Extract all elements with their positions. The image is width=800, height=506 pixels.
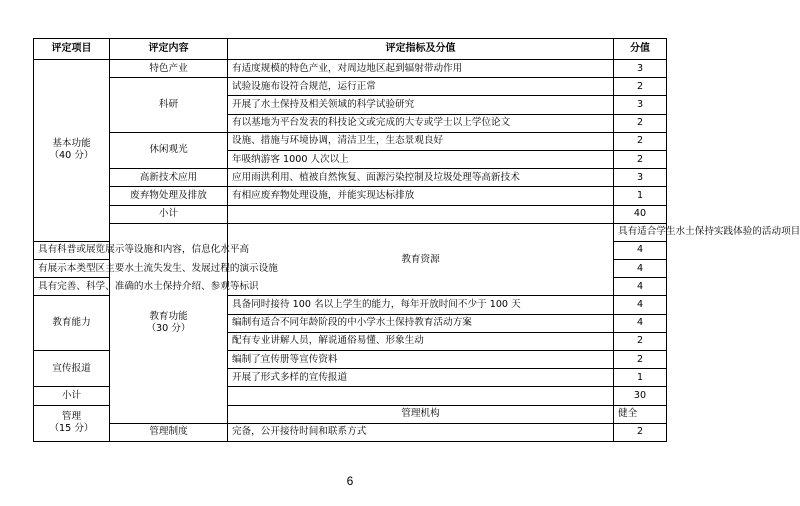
header-row — [34, 39, 667, 60]
score-cell: 3 — [614, 60, 667, 78]
header-indicator: 评定指标及分值 — [228, 39, 614, 60]
content-cell: 宣传报道 — [34, 351, 110, 387]
score-cell: 2 — [614, 332, 667, 350]
indicator-cell: 有适度规模的特色产业，对周边地区起到辐射带动作用 — [228, 60, 614, 78]
content-cell: 科研 — [110, 78, 228, 133]
subtotal-score: 40 — [614, 205, 667, 223]
evaluation-table — [33, 38, 800, 442]
project-cell-management — [34, 405, 110, 441]
score-cell: 4 — [614, 241, 667, 259]
content-cell: 特色产业 — [110, 60, 228, 78]
content-cell: 高新技术应用 — [110, 169, 228, 187]
indicator-cell: 有展示本类型区主要水土流失发生、发展过程的演示设施 — [34, 260, 110, 278]
header-content: 评定内容 — [110, 39, 228, 60]
project-points: （40 分） — [49, 150, 94, 162]
score-cell: 3 — [614, 96, 667, 114]
content-cell: 教育能力 — [34, 296, 110, 351]
content-cell: 管理制度 — [110, 423, 228, 441]
table-row — [34, 187, 667, 205]
indicator-cell: 编制了宣传册等宣传资料 — [228, 351, 614, 369]
header-score: 分值 — [614, 39, 667, 60]
score-cell: 1 — [614, 187, 667, 205]
score-cell: 4 — [614, 278, 667, 296]
subtotal-score: 30 — [614, 387, 667, 405]
subtotal-row — [34, 205, 667, 223]
indicator-cell: 年吸纳游客 1000 人次以上 — [228, 150, 614, 168]
indicator-cell: 设施、措施与环境协调，清洁卫生，生态景观良好 — [228, 132, 614, 150]
score-cell: 2 — [614, 351, 667, 369]
score-cell: 2 — [614, 150, 667, 168]
indicator-cell: 具有适合学生水土保持实践体验的活动项目 — [614, 223, 667, 241]
indicator-cell: 有以基地为平台发表的科技论文或完成的大专或学士以上学位论文 — [228, 114, 614, 132]
table-row — [34, 423, 667, 441]
score-cell: 2 — [614, 114, 667, 132]
table-row — [34, 60, 667, 78]
indicator-cell-empty — [228, 205, 614, 223]
score-cell: 4 — [614, 314, 667, 332]
table-row — [34, 132, 667, 150]
indicator-cell: 有相应废弃物处理设施，并能实现达标排放 — [228, 187, 614, 205]
indicator-cell: 开展了形式多样的宣传报道 — [228, 369, 614, 387]
indicator-cell: 具有科普或展览展示等设施和内容，信息化水平高 — [34, 241, 110, 259]
content-cell: 休闲观光 — [110, 132, 228, 168]
indicator-cell: 具备同时接待 100 名以上学生的能力，每年开放时间不少于 100 天 — [228, 296, 614, 314]
subtotal-label: 小计 — [34, 387, 110, 405]
indicator-cell-empty — [228, 387, 614, 405]
header-project: 评定项目 — [34, 39, 110, 60]
subtotal-label: 小计 — [110, 205, 228, 223]
indicator-cell: 试验设施布设符合规范，运行正常 — [228, 78, 614, 96]
score-cell: 1 — [614, 369, 667, 387]
table-row — [34, 169, 667, 187]
content-cell: 废弃物处理及排放 — [110, 187, 228, 205]
score-cell: 2 — [614, 423, 667, 441]
score-cell: 4 — [614, 296, 667, 314]
indicator-cell: 编制有适合不同年龄阶段的中小学水土保持教育活动方案 — [228, 314, 614, 332]
score-cell: 4 — [614, 260, 667, 278]
project-points: （30 分） — [146, 323, 191, 335]
indicator-cell: 配有专业讲解人员，解说通俗易懂、形象生动 — [228, 332, 614, 350]
indicator-cell: 完备，公开接待时间和联系方式 — [228, 423, 614, 441]
project-points: （15 分） — [49, 423, 94, 435]
indicator-cell: 开展了水土保持及相关领域的科学试验研究 — [228, 96, 614, 114]
content-cell: 教育资源 — [228, 223, 614, 296]
project-title: 管理 — [61, 411, 82, 423]
table-row — [34, 78, 667, 96]
indicator-cell: 具有完善、科学、准确的水土保持介绍、参观等标识 — [34, 278, 110, 296]
content-cell: 管理机构 — [228, 405, 614, 423]
page-number: 6 — [346, 474, 354, 488]
indicator-cell: 应用雨洪利用、植被自然恢复、面源污染控制及垃圾处理等高新技术 — [228, 169, 614, 187]
project-title: 基本功能 — [52, 138, 91, 150]
score-cell: 3 — [614, 169, 667, 187]
indicator-cell: 健全 — [614, 405, 667, 423]
table-row — [34, 223, 667, 241]
project-cell-basic — [34, 60, 110, 242]
project-title: 教育功能 — [149, 311, 188, 323]
score-cell: 2 — [614, 78, 667, 96]
score-cell: 2 — [614, 132, 667, 150]
